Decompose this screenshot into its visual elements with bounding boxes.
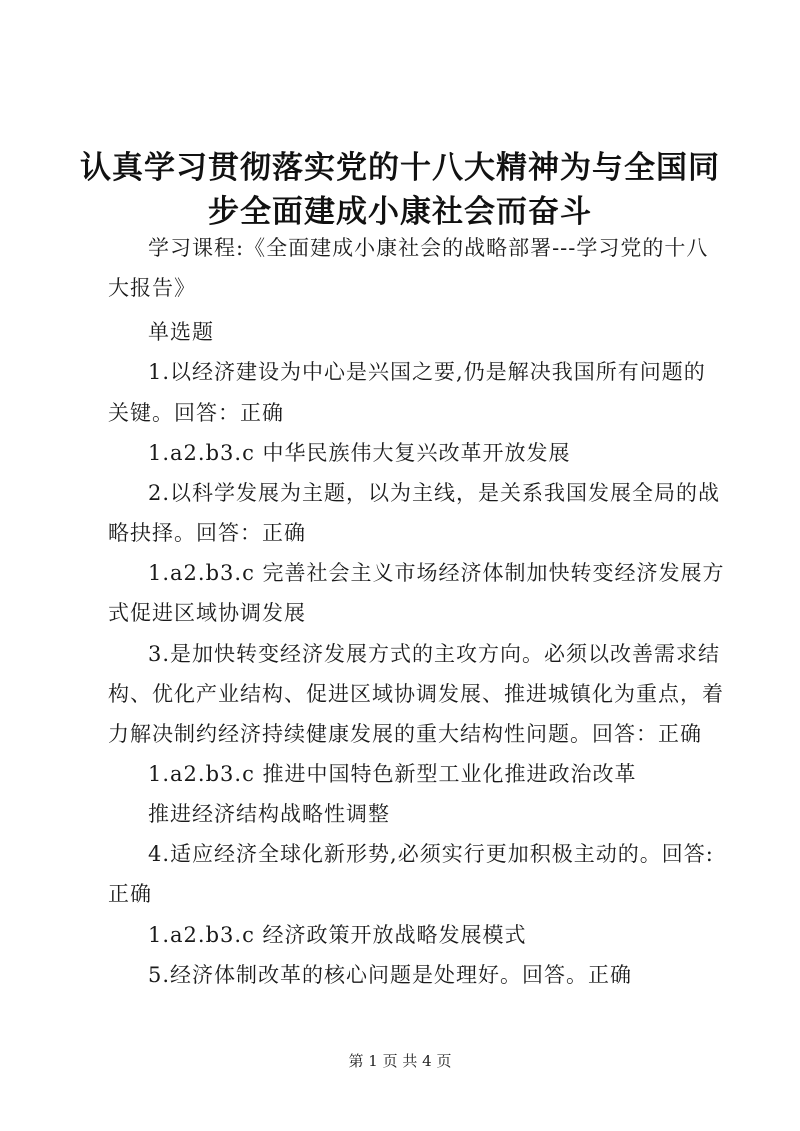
question-line: 3.是加快转变经济发展方式的主攻方向。必须以改善需求结 xyxy=(148,642,721,666)
section-heading: 单选题 xyxy=(148,320,214,344)
question-line: 1.以经济建设为中心是兴国之要,仍是解决我国所有问题的 xyxy=(148,360,706,384)
question-line: 关键。回答：正确 xyxy=(108,401,284,425)
question-line: 正确 xyxy=(108,882,152,906)
question-line: 4.适应经济全球化新形势,必须实行更加积极主动的。回答: xyxy=(148,842,714,866)
document-title-line-2: 步全面建成小康社会而奋斗 xyxy=(208,194,592,230)
options-line: 式促进区域协调发展 xyxy=(108,601,306,625)
options-line: 1.a2.b3.c 中华民族伟大复兴改革开放发展 xyxy=(148,441,571,465)
question-line: 略抉择。回答：正确 xyxy=(108,521,306,545)
question-line: 构、优化产业结构、促进区域协调发展、推进城镇化为重点，着 xyxy=(108,682,724,706)
question-line: 5.经济体制改革的核心问题是处理好。回答。正确 xyxy=(148,963,633,987)
document-title-line-1: 认真学习贯彻落实党的十八大精神为与全国同 xyxy=(80,150,720,186)
options-line: 1.a2.b3.c 经济政策开放战略发展模式 xyxy=(148,923,527,947)
options-line: 1.a2.b3.c 推进中国特色新型工业化推进政治改革 xyxy=(148,762,637,786)
page-number-footer: 第 1 页 共 4 页 xyxy=(348,1052,452,1070)
options-line: 推进经济结构战略性调整 xyxy=(148,802,390,826)
options-line: 1.a2.b3.c 完善社会主义市场经济体制加快转变经济发展方 xyxy=(148,561,725,585)
paragraph-line: 学习课程:《全面建成小康社会的战略部署---学习党的十八 xyxy=(148,236,709,260)
question-line: 2.以科学发展为主题，以为主线，是关系我国发展全局的战 xyxy=(148,481,721,505)
paragraph-line: 大报告》 xyxy=(108,276,196,300)
question-line: 力解决制约经济持续健康发展的重大结构性问题。回答：正确 xyxy=(108,722,702,746)
